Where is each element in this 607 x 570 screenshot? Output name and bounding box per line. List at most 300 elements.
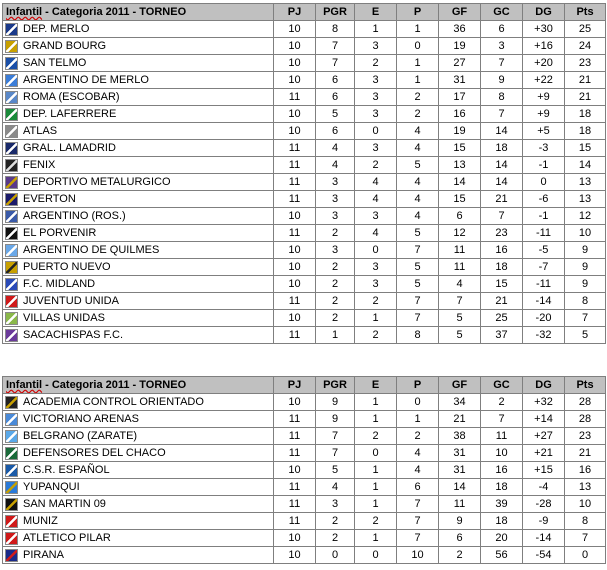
stat-gf: 14 <box>439 479 481 496</box>
stat-gf: 15 <box>439 191 481 208</box>
stat-pj: 11 <box>274 225 316 242</box>
stat-pj: 11 <box>274 479 316 496</box>
table-title-rest: - Categoria 2011 - TORNEO <box>42 6 187 18</box>
stat-pgr: 2 <box>316 259 355 276</box>
stat-e: 1 <box>355 310 397 327</box>
team-name: F.C. MIDLAND <box>23 278 96 290</box>
stat-gc: 16 <box>481 242 523 259</box>
stat-pgr: 9 <box>316 411 355 428</box>
stat-gc: 7 <box>481 208 523 225</box>
stat-p: 5 <box>397 225 439 242</box>
crest-el-porvenir-icon <box>5 227 18 240</box>
stat-pgr: 6 <box>316 123 355 140</box>
team-name: ATLETICO PILAR <box>23 532 111 544</box>
table-row <box>3 106 606 123</box>
team-cell <box>3 242 274 259</box>
stat-p: 4 <box>397 174 439 191</box>
stat-pgr: 9 <box>316 394 355 411</box>
team-cell <box>3 208 274 225</box>
table-row <box>3 327 606 344</box>
stat-pts: 24 <box>565 38 606 55</box>
stat-dg: -5 <box>523 242 565 259</box>
stat-pts: 28 <box>565 411 606 428</box>
stat-pj: 11 <box>274 411 316 428</box>
column-header-e: E <box>355 4 397 21</box>
stat-e: 3 <box>355 38 397 55</box>
column-header-e: E <box>355 377 397 394</box>
stat-gf: 2 <box>439 547 481 564</box>
stat-pgr: 3 <box>316 191 355 208</box>
table-title-prefix: Infantil <box>6 6 43 18</box>
stat-gf: 16 <box>439 106 481 123</box>
table-title <box>3 377 274 394</box>
stat-pgr: 7 <box>316 38 355 55</box>
stat-pts: 10 <box>565 225 606 242</box>
stat-pts: 23 <box>565 428 606 445</box>
stat-pgr: 5 <box>316 106 355 123</box>
team-cell <box>3 106 274 123</box>
stat-p: 7 <box>397 310 439 327</box>
stat-pj: 10 <box>274 208 316 225</box>
table-header-row <box>3 4 606 21</box>
stat-dg: -14 <box>523 293 565 310</box>
team-name: VILLAS UNIDAS <box>23 312 105 324</box>
table-row <box>3 259 606 276</box>
column-header-pgr: PGR <box>316 377 355 394</box>
stat-gc: 2 <box>481 394 523 411</box>
stat-pj: 11 <box>274 89 316 106</box>
stat-dg: -11 <box>523 276 565 293</box>
column-header-pts: Pts <box>565 4 606 21</box>
crest-pirana-icon <box>5 549 18 562</box>
stat-pgr: 2 <box>316 225 355 242</box>
stat-pts: 13 <box>565 479 606 496</box>
team-name: DEFENSORES DEL CHACO <box>23 447 166 459</box>
table-row <box>3 513 606 530</box>
stat-p: 2 <box>397 428 439 445</box>
stat-e: 1 <box>355 496 397 513</box>
stat-e: 1 <box>355 394 397 411</box>
stat-dg: -11 <box>523 225 565 242</box>
table-header-row <box>3 377 606 394</box>
team-name: EL PORVENIR <box>23 227 97 239</box>
stat-gc: 14 <box>481 174 523 191</box>
stat-gf: 19 <box>439 38 481 55</box>
team-cell <box>3 276 274 293</box>
team-name: MUNIZ <box>23 515 58 527</box>
stat-gf: 6 <box>439 208 481 225</box>
stat-e: 3 <box>355 72 397 89</box>
stat-e: 3 <box>355 276 397 293</box>
stat-gc: 10 <box>481 445 523 462</box>
stat-e: 2 <box>355 55 397 72</box>
stat-pj: 10 <box>274 123 316 140</box>
team-name: ACADEMIA CONTROL ORIENTADO <box>23 396 204 408</box>
stat-gf: 27 <box>439 55 481 72</box>
stat-pj: 11 <box>274 445 316 462</box>
table-title <box>3 4 274 21</box>
stat-pj: 10 <box>274 547 316 564</box>
stat-p: 4 <box>397 445 439 462</box>
team-name: GRAL. LAMADRID <box>23 142 116 154</box>
stat-pts: 25 <box>565 21 606 38</box>
table-row <box>3 445 606 462</box>
stat-pj: 10 <box>274 242 316 259</box>
stat-e: 4 <box>355 174 397 191</box>
stat-e: 2 <box>355 157 397 174</box>
column-header-p: P <box>397 377 439 394</box>
stat-pts: 5 <box>565 327 606 344</box>
stat-gf: 5 <box>439 310 481 327</box>
stat-dg: -32 <box>523 327 565 344</box>
stat-pj: 11 <box>274 140 316 157</box>
stat-pgr: 1 <box>316 327 355 344</box>
stat-gc: 3 <box>481 38 523 55</box>
stat-gf: 34 <box>439 394 481 411</box>
stat-pj: 10 <box>274 72 316 89</box>
stat-pts: 9 <box>565 276 606 293</box>
stat-e: 4 <box>355 225 397 242</box>
stat-gc: 20 <box>481 530 523 547</box>
stat-gf: 19 <box>439 123 481 140</box>
stat-gc: 11 <box>481 428 523 445</box>
stat-pj: 11 <box>274 293 316 310</box>
table-row <box>3 140 606 157</box>
table-title-rest: - Categoria 2011 - TORNEO <box>42 379 187 391</box>
stat-pts: 23 <box>565 55 606 72</box>
table-row <box>3 225 606 242</box>
stat-p: 0 <box>397 38 439 55</box>
stat-pgr: 7 <box>316 445 355 462</box>
crest-fenix-icon <box>5 159 18 172</box>
stat-gc: 18 <box>481 259 523 276</box>
stat-pts: 8 <box>565 293 606 310</box>
team-cell <box>3 496 274 513</box>
team-name: ARGENTINO DE QUILMES <box>23 244 160 256</box>
stat-p: 7 <box>397 242 439 259</box>
stat-pts: 9 <box>565 259 606 276</box>
stat-e: 1 <box>355 479 397 496</box>
stat-gc: 16 <box>481 462 523 479</box>
stat-dg: -9 <box>523 513 565 530</box>
standings-table-1 <box>2 3 606 344</box>
stat-gf: 31 <box>439 462 481 479</box>
stat-gf: 38 <box>439 428 481 445</box>
stat-dg: 0 <box>523 174 565 191</box>
stat-dg: +22 <box>523 72 565 89</box>
stat-pts: 13 <box>565 174 606 191</box>
team-name: SAN MARTIN 09 <box>23 498 106 510</box>
stat-dg: -1 <box>523 157 565 174</box>
stat-pj: 10 <box>274 462 316 479</box>
table-row <box>3 208 606 225</box>
table-row <box>3 191 606 208</box>
table-row <box>3 55 606 72</box>
team-name: SACACHISPAS F.C. <box>23 329 124 341</box>
column-header-p: P <box>397 4 439 21</box>
stat-pj: 10 <box>274 394 316 411</box>
stat-pgr: 3 <box>316 242 355 259</box>
team-cell <box>3 462 274 479</box>
stat-e: 0 <box>355 547 397 564</box>
stat-pj: 10 <box>274 276 316 293</box>
stat-pgr: 2 <box>316 276 355 293</box>
stat-pj: 11 <box>274 157 316 174</box>
stat-e: 3 <box>355 140 397 157</box>
team-name: ATLAS <box>23 125 58 137</box>
stat-p: 5 <box>397 259 439 276</box>
stat-pj: 10 <box>274 106 316 123</box>
stat-dg: +9 <box>523 89 565 106</box>
team-cell <box>3 140 274 157</box>
crest-muniz-icon <box>5 515 18 528</box>
stat-p: 7 <box>397 293 439 310</box>
column-header-dg: DG <box>523 377 565 394</box>
stat-gf: 13 <box>439 157 481 174</box>
stat-pts: 21 <box>565 72 606 89</box>
stat-p: 4 <box>397 140 439 157</box>
stat-pts: 10 <box>565 496 606 513</box>
stat-pts: 21 <box>565 89 606 106</box>
stat-p: 5 <box>397 157 439 174</box>
stat-dg: -28 <box>523 496 565 513</box>
crest-san-martin-09-icon <box>5 498 18 511</box>
crest-puerto-nuevo-icon <box>5 261 18 274</box>
stat-gc: 56 <box>481 547 523 564</box>
team-name: YUPANQUI <box>23 481 80 493</box>
stat-gc: 14 <box>481 123 523 140</box>
table-row <box>3 21 606 38</box>
stat-gf: 6 <box>439 530 481 547</box>
stat-dg: +15 <box>523 462 565 479</box>
stat-gc: 7 <box>481 55 523 72</box>
stat-gc: 39 <box>481 496 523 513</box>
stat-pj: 11 <box>274 496 316 513</box>
column-header-pgr: PGR <box>316 4 355 21</box>
table-row <box>3 276 606 293</box>
column-header-pj: PJ <box>274 377 316 394</box>
team-cell <box>3 38 274 55</box>
team-name: BELGRANO (ZARATE) <box>23 430 138 442</box>
team-name: PUERTO NUEVO <box>23 261 111 273</box>
stat-pts: 8 <box>565 513 606 530</box>
stat-e: 2 <box>355 513 397 530</box>
stat-dg: -20 <box>523 310 565 327</box>
stat-p: 1 <box>397 55 439 72</box>
crest-atletico-pilar-icon <box>5 532 18 545</box>
stat-gf: 14 <box>439 174 481 191</box>
stat-pj: 11 <box>274 428 316 445</box>
table-row <box>3 38 606 55</box>
crest-dep-merlo-icon <box>5 23 18 36</box>
crest-csr-espanol-icon <box>5 464 18 477</box>
team-cell <box>3 259 274 276</box>
stat-gc: 18 <box>481 513 523 530</box>
team-name: FENIX <box>23 159 56 171</box>
stat-dg: +14 <box>523 411 565 428</box>
team-cell <box>3 89 274 106</box>
stat-pj: 11 <box>274 191 316 208</box>
stat-dg: -1 <box>523 208 565 225</box>
stat-pgr: 3 <box>316 208 355 225</box>
team-name: SAN TELMO <box>23 57 87 69</box>
team-name: GRAND BOURG <box>23 40 107 52</box>
stat-gf: 17 <box>439 89 481 106</box>
team-cell <box>3 72 274 89</box>
crest-grand-bourg-icon <box>5 40 18 53</box>
stat-gc: 18 <box>481 140 523 157</box>
stat-dg: +21 <box>523 445 565 462</box>
stat-gf: 36 <box>439 21 481 38</box>
team-name: ARGENTINO (ROS.) <box>23 210 126 222</box>
stat-gc: 21 <box>481 293 523 310</box>
team-name: PIRANA <box>23 549 64 561</box>
team-cell <box>3 479 274 496</box>
table-row <box>3 293 606 310</box>
standings-table-2 <box>2 376 606 564</box>
crest-deportivo-metalurgico-icon <box>5 176 18 189</box>
team-name: JUVENTUD UNIDA <box>23 295 119 307</box>
team-cell <box>3 530 274 547</box>
crest-sacachispas-icon <box>5 329 18 342</box>
stat-p: 4 <box>397 191 439 208</box>
team-cell <box>3 411 274 428</box>
stat-pj: 10 <box>274 55 316 72</box>
stat-e: 3 <box>355 89 397 106</box>
table-row <box>3 72 606 89</box>
stat-pj: 11 <box>274 174 316 191</box>
stat-pj: 10 <box>274 38 316 55</box>
team-name: DEPORTIVO METALURGICO <box>23 176 171 188</box>
stat-e: 1 <box>355 411 397 428</box>
stat-gc: 6 <box>481 21 523 38</box>
stat-pgr: 6 <box>316 89 355 106</box>
stat-e: 1 <box>355 530 397 547</box>
stat-e: 2 <box>355 293 397 310</box>
table-row <box>3 428 606 445</box>
team-name: DEP. MERLO <box>23 23 90 35</box>
team-cell <box>3 21 274 38</box>
stat-gc: 7 <box>481 106 523 123</box>
stat-pj: 10 <box>274 21 316 38</box>
stat-pgr: 4 <box>316 157 355 174</box>
stat-p: 7 <box>397 496 439 513</box>
stat-gc: 18 <box>481 479 523 496</box>
stat-gf: 12 <box>439 225 481 242</box>
crest-villas-unidas-icon <box>5 312 18 325</box>
stat-dg: -6 <box>523 191 565 208</box>
stat-e: 1 <box>355 462 397 479</box>
table-row <box>3 394 606 411</box>
column-header-gc: GC <box>481 377 523 394</box>
stat-e: 0 <box>355 242 397 259</box>
crest-yupanqui-icon <box>5 481 18 494</box>
stat-p: 5 <box>397 276 439 293</box>
stat-gc: 21 <box>481 191 523 208</box>
stat-dg: +5 <box>523 123 565 140</box>
table-row <box>3 123 606 140</box>
stat-pj: 11 <box>274 513 316 530</box>
crest-argentino-ros-icon <box>5 210 18 223</box>
team-name: ROMA (ESCOBAR) <box>23 91 120 103</box>
stat-e: 3 <box>355 106 397 123</box>
crest-atlas-icon <box>5 125 18 138</box>
stat-pts: 14 <box>565 157 606 174</box>
crest-gral-lamadrid-icon <box>5 142 18 155</box>
stat-pgr: 5 <box>316 462 355 479</box>
team-name: ARGENTINO DE MERLO <box>23 74 149 86</box>
stat-pgr: 6 <box>316 72 355 89</box>
stat-dg: +9 <box>523 106 565 123</box>
team-cell <box>3 428 274 445</box>
stat-p: 4 <box>397 208 439 225</box>
stat-gc: 14 <box>481 157 523 174</box>
stat-p: 10 <box>397 547 439 564</box>
crest-defensores-chaco-icon <box>5 447 18 460</box>
stat-gc: 23 <box>481 225 523 242</box>
stat-pgr: 7 <box>316 428 355 445</box>
stat-p: 0 <box>397 394 439 411</box>
stat-pj: 10 <box>274 259 316 276</box>
stat-pts: 13 <box>565 191 606 208</box>
table-row <box>3 310 606 327</box>
column-header-gf: GF <box>439 377 481 394</box>
stat-pts: 12 <box>565 208 606 225</box>
stat-pgr: 2 <box>316 513 355 530</box>
table-row <box>3 242 606 259</box>
stat-pts: 18 <box>565 123 606 140</box>
team-cell <box>3 157 274 174</box>
stat-dg: -54 <box>523 547 565 564</box>
column-header-pts: Pts <box>565 377 606 394</box>
stat-p: 1 <box>397 21 439 38</box>
stat-dg: -7 <box>523 259 565 276</box>
team-cell <box>3 174 274 191</box>
team-cell <box>3 310 274 327</box>
stat-pgr: 2 <box>316 530 355 547</box>
stat-e: 3 <box>355 208 397 225</box>
stat-gc: 7 <box>481 411 523 428</box>
team-cell <box>3 225 274 242</box>
stat-gf: 15 <box>439 140 481 157</box>
team-cell <box>3 394 274 411</box>
stat-pgr: 3 <box>316 174 355 191</box>
stat-e: 4 <box>355 191 397 208</box>
table-row <box>3 157 606 174</box>
stat-gf: 7 <box>439 293 481 310</box>
crest-roma-icon <box>5 91 18 104</box>
stat-gf: 5 <box>439 327 481 344</box>
stat-p: 2 <box>397 106 439 123</box>
stat-e: 0 <box>355 445 397 462</box>
team-cell <box>3 191 274 208</box>
stat-pts: 7 <box>565 530 606 547</box>
stat-p: 4 <box>397 462 439 479</box>
stat-e: 0 <box>355 123 397 140</box>
crest-everton-icon <box>5 193 18 206</box>
stat-gc: 9 <box>481 72 523 89</box>
stat-pgr: 4 <box>316 479 355 496</box>
table-title-prefix: Infantil <box>6 379 43 391</box>
crest-fc-midland-icon <box>5 278 18 291</box>
stat-p: 1 <box>397 72 439 89</box>
stat-dg: -3 <box>523 140 565 157</box>
stat-p: 1 <box>397 411 439 428</box>
table-row <box>3 411 606 428</box>
stat-pts: 28 <box>565 394 606 411</box>
crest-academia-control-orientado-icon <box>5 396 18 409</box>
team-name: VICTORIANO ARENAS <box>23 413 139 425</box>
